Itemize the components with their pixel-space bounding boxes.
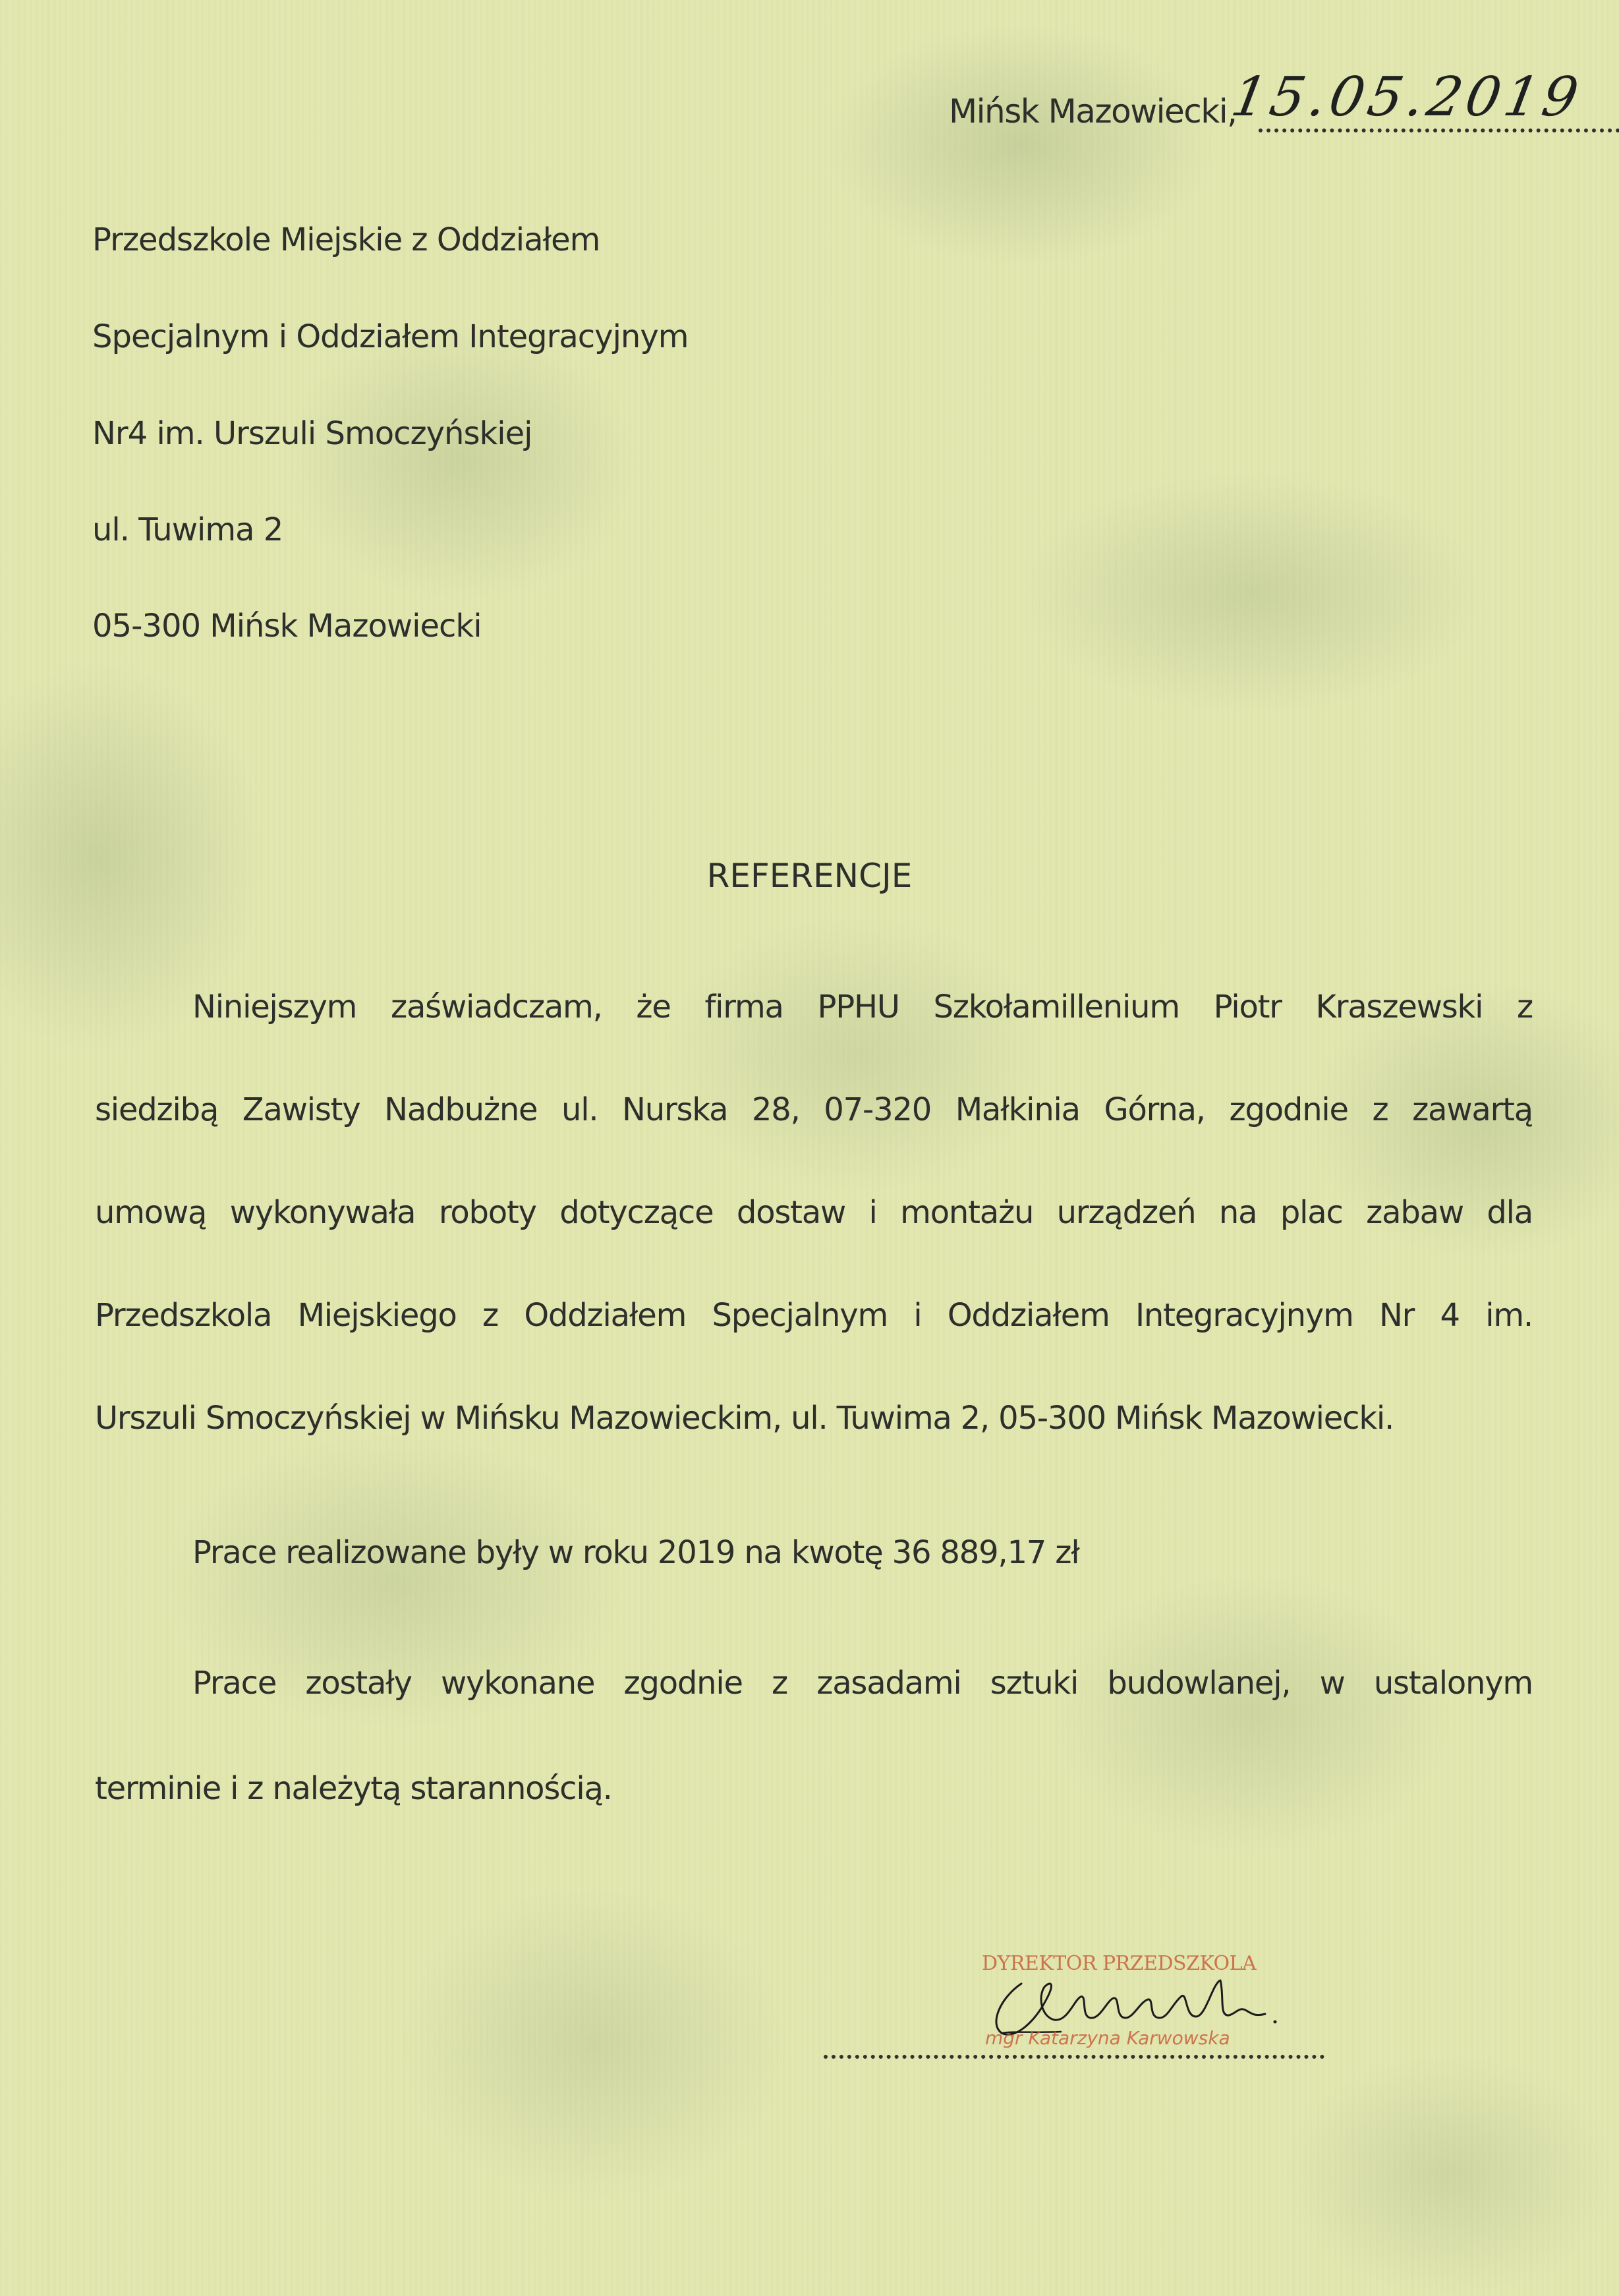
signature-dotted-line: [824, 2055, 1324, 2059]
paragraph-1-line-3: umową wykonywała roboty dotyczące dostaw i montażu urządzeń na plac zabaw dla: [95, 1194, 1533, 1231]
paragraph-1-line-4: Przedszkola Miejskiego z Oddziałem Specjalnym i Oddziałem Integracyjnym Nr 4 im.: [95, 1297, 1533, 1334]
stamp-name: mgr Katarzyna Karwowska: [985, 2027, 1230, 2049]
recipient-line-3: Nr4 im. Urszuli Smoczyńskiej: [92, 415, 532, 452]
recipient-line-4: ul. Tuwima 2: [92, 511, 283, 548]
paragraph-3-line-2: terminie i z należytą starannością.: [95, 1770, 612, 1807]
document-title: REFERENCJE: [706, 857, 913, 895]
recipient-line-1: Przedszkole Miejskie z Oddziałem: [92, 221, 600, 258]
paragraph-2: Prace realizowane były w roku 2019 na kwotę 36 889,17 zł: [192, 1534, 1079, 1571]
paragraph-3-line-1: Prace zostały wykonane zgodnie z zasadami sztuki budowlanej, w ustalonym: [192, 1665, 1533, 1702]
recipient-line-5: 05-300 Mińsk Mazowiecki: [92, 608, 482, 645]
paragraph-1-line-2: siedzibą Zawisty Nadbużne ul. Nurska 28, 07-320 Małkinia Górna, zgodnie z zawartą: [95, 1091, 1533, 1128]
place-label: Mińsk Mazowiecki,: [949, 92, 1237, 130]
date-dotted-line: [1259, 129, 1619, 132]
handwritten-date: 15.05.2019: [1226, 66, 1587, 129]
recipient-line-2: Specjalnym i Oddziałem Integracyjnym: [92, 318, 689, 355]
paragraph-1-line-1: Niniejszym zaświadczam, że firma PPHU Szkołamillenium Piotr Kraszewski z: [192, 989, 1533, 1025]
stamp-title: DYREKTOR PRZEDSZKOLA: [982, 1952, 1257, 1975]
paragraph-1-line-5: Urszuli Smoczyńskiej w Mińsku Mazowieckim, ul. Tuwima 2, 05-300 Mińsk Mazowiecki.: [95, 1400, 1394, 1437]
